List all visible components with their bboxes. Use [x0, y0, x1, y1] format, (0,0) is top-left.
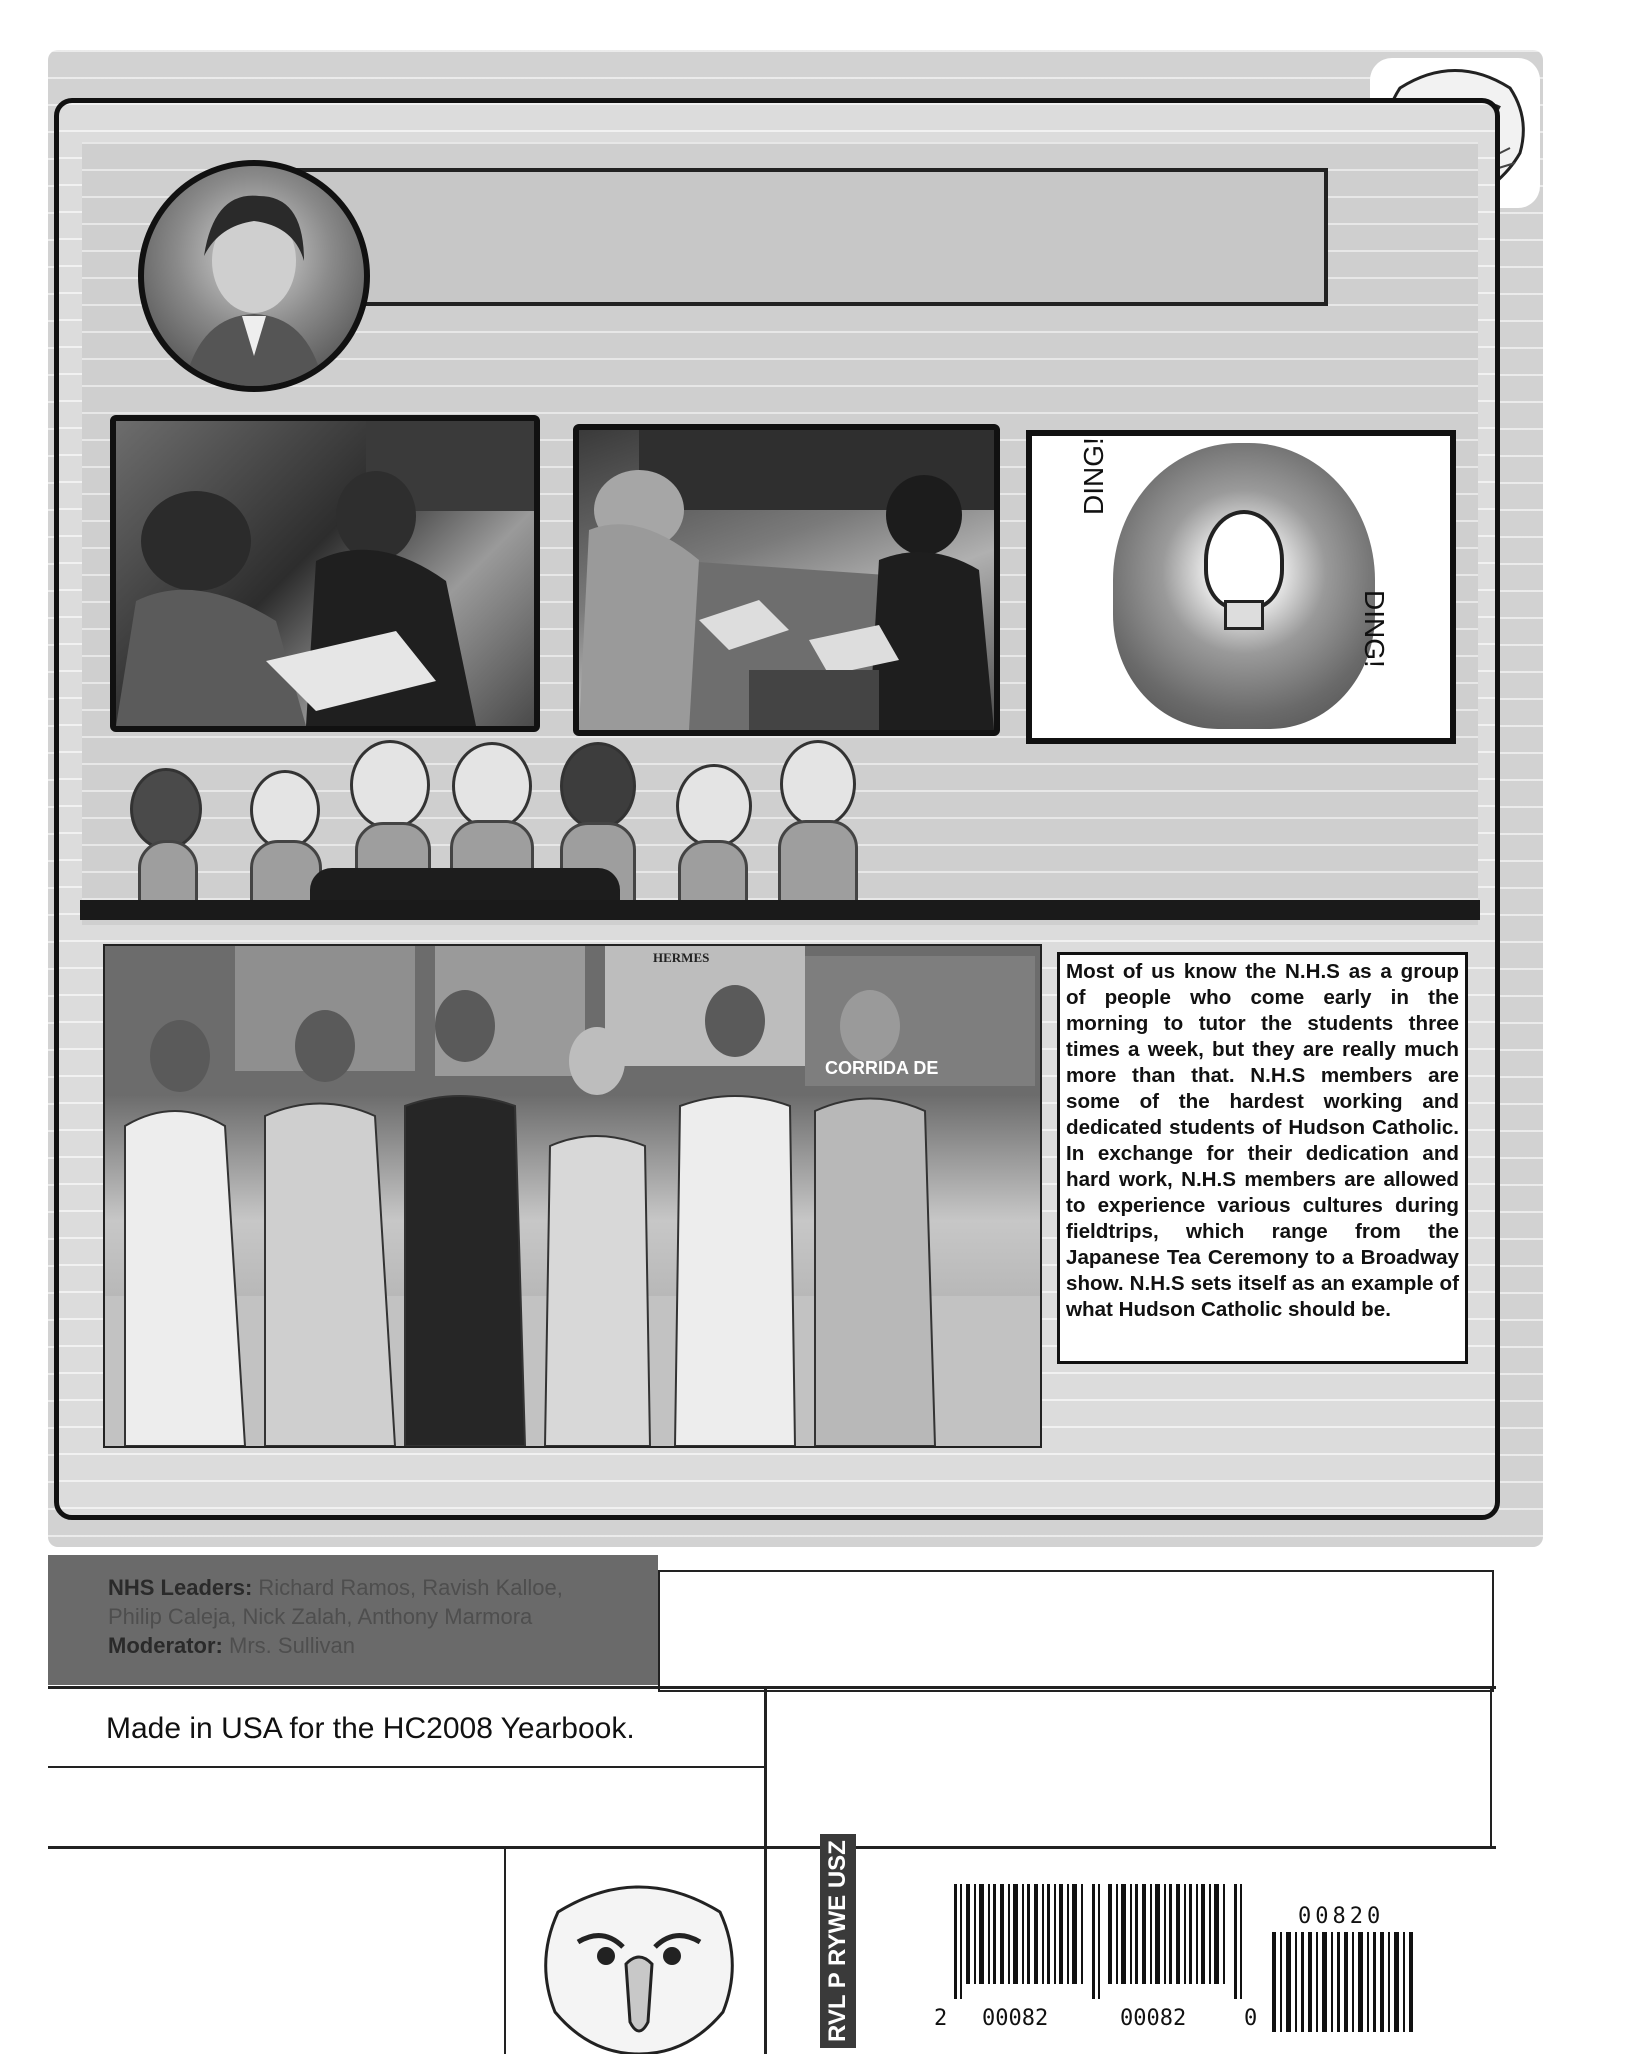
title-banner-box	[260, 168, 1328, 306]
mii-character-3	[350, 740, 430, 830]
nhs-caption-text: Most of us know the N.H.S as a group of people who come early in the morning to tutor the students three times a week, but they are really much more than that. N.H.S members are some of the hardest working and dedicated students of Hudson Catholic. In exchange for their dedication and hard work, N.H.S members are allowed to experience various cultures during fieldtrips, which range from the Japanese Tea Ceremony to a Broadway show. N.H.S sets itself as an example of what Hudson Catholic should be.	[1066, 960, 1459, 1321]
mii-character-1	[130, 768, 202, 850]
comic-divider-bar	[80, 900, 1480, 920]
credits-blank-box	[658, 1570, 1494, 1692]
nhs-group-photo	[103, 944, 1042, 1448]
moderator-label: Moderator:	[108, 1633, 223, 1658]
ding-text-left: DING!	[1078, 437, 1109, 515]
ding-text-right: DING!	[1359, 590, 1390, 668]
eagle-head-icon	[528, 1872, 750, 2054]
light-bulb-icon	[1204, 510, 1284, 610]
eagle-mascot-bottom	[528, 1872, 750, 2054]
light-bulb-base	[1224, 600, 1264, 630]
leaders-credits-box	[48, 1555, 658, 1685]
made-in-usa-text: Made in USA for the HC2008 Yearbook.	[106, 1712, 635, 1745]
poster-label-corrida: CORRIDA DE	[825, 1058, 939, 1078]
addon-digits: 00820	[1298, 1904, 1385, 1929]
moderator-name: Mrs. Sullivan	[229, 1633, 355, 1658]
barcode-right-digit: 0	[1244, 2006, 1258, 2031]
poster-label-hermes: HERMES	[653, 950, 710, 965]
moderator-portrait	[138, 160, 370, 392]
mii-character-4	[452, 742, 532, 830]
tutoring-photo-1	[110, 415, 540, 732]
barcode-left-digit: 2	[934, 2006, 948, 2031]
tutoring-photo-2	[573, 424, 1000, 736]
mii-character-5	[560, 742, 636, 830]
barcode-group-1: 00082	[982, 2006, 1049, 2031]
barcode-addon	[1270, 1906, 1418, 2034]
mii-character-6	[676, 764, 752, 848]
barcode-group-2: 00082	[1120, 2006, 1187, 2031]
nhs-caption-box	[1057, 952, 1468, 1364]
mii-character-2	[250, 770, 320, 850]
leaders-names-line2: Philip Caleja, Nick Zalah, Anthony Marmora	[108, 1604, 533, 1629]
vertical-product-code: RVL P RYWE USZ	[820, 1834, 856, 2048]
leaders-label: NHS Leaders:	[108, 1575, 253, 1600]
mii-character-7	[780, 740, 856, 828]
leaders-names-line1: Richard Ramos, Ravish Kalloe,	[258, 1575, 563, 1600]
